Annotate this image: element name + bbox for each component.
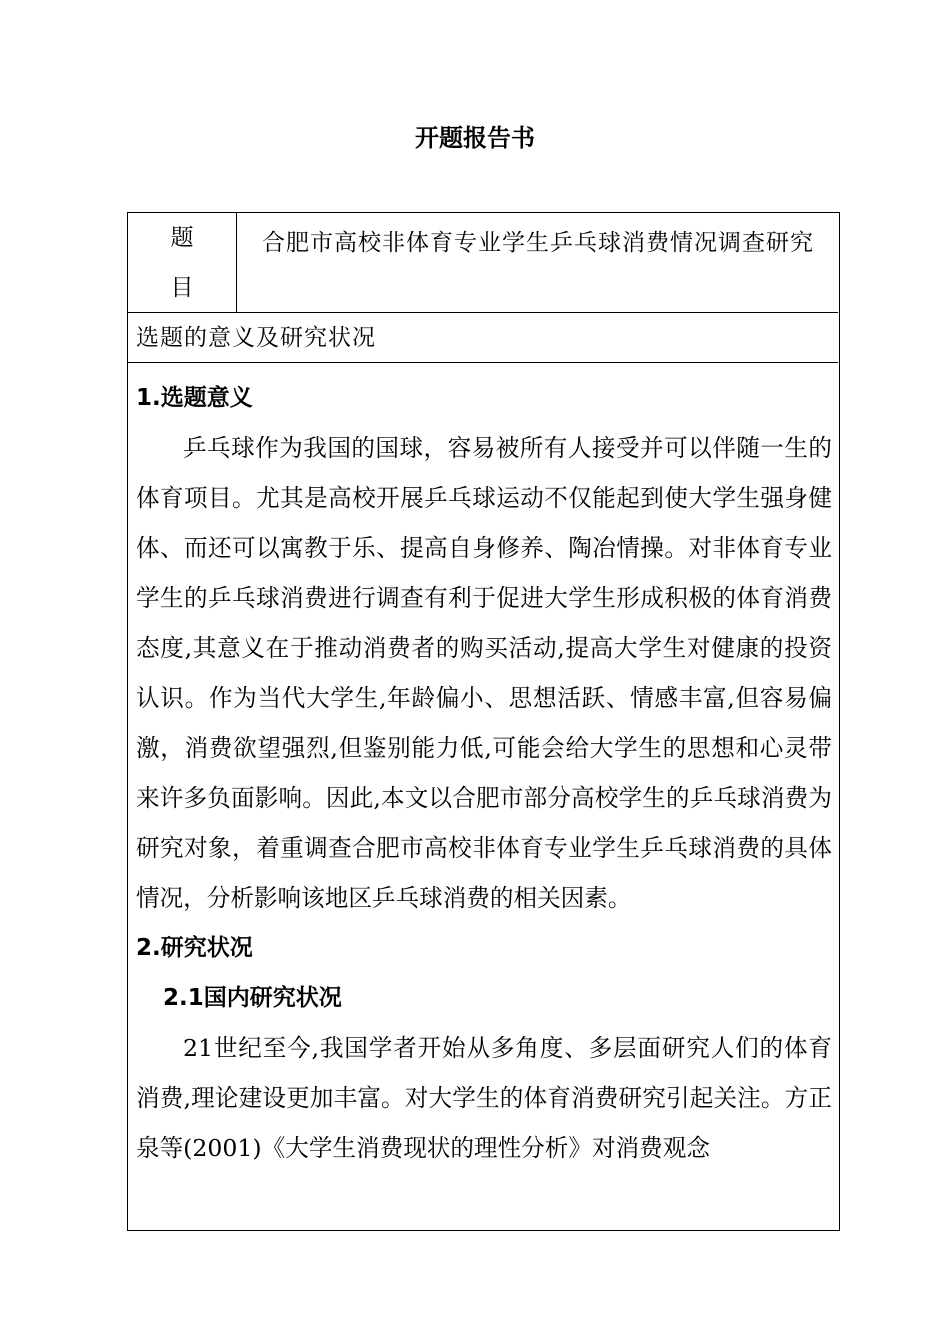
section-row — [128, 313, 838, 363]
section-label: 选题的意义及研究状况 — [136, 325, 376, 351]
heading-domestic-research: 2.1国内研究状况 — [163, 985, 342, 1011]
heading-significance: 1.选题意义 — [136, 385, 253, 411]
document-title: 开题报告书 — [415, 124, 535, 152]
paragraph-significance: 乒乓球作为我国的国球，容易被所有人接受并可以伴随一生的体育项目。尤其是高校开展乒乓球运动不仅能起到使大学生强身健体、而还可以寓教于乐、提高自身修养、陶冶情操。对非体育专业学生的乒乓球消费进行调查有利于促进大学生形成积极的体育消费态度,其意义在于推动消费者的购买活动,提高大学生对健康的投资认识。作为当代大学生,年龄偏小、思想活跃、情感丰富,但容易偏激，消费欲望强烈,但鉴别能力低,可能会给大学生的思想和心灵带来许多负面影响。因此,本文以合肥市部分高校学生的乒乓球消费为研究对象，着重调查合肥市高校非体育专业学生乒乓球消费的具体情况，分析影响该地区乒乓球消费的相关因素。 — [136, 434, 832, 912]
topic-value: 合肥市高校非体育专业学生乒乓球消费情况调查研究 — [262, 230, 814, 256]
paragraph-domestic-research: 21世纪至今,我国学者开始从多角度、多层面研究人们的体育消费,理论建设更加丰富。对大学生的体育消费研究引起关注。方正泉等(2001)《大学生消费现状的理性分析》对消费观念 — [136, 1034, 832, 1162]
report-table — [127, 212, 840, 1231]
topic-label-char-1: 题 — [170, 225, 194, 251]
topic-label-char-2: 目 — [170, 275, 194, 301]
topic-label-cell — [128, 213, 237, 313]
topic-row — [128, 213, 838, 313]
heading-research-status: 2.研究状况 — [136, 935, 253, 961]
content-body — [136, 373, 832, 1173]
